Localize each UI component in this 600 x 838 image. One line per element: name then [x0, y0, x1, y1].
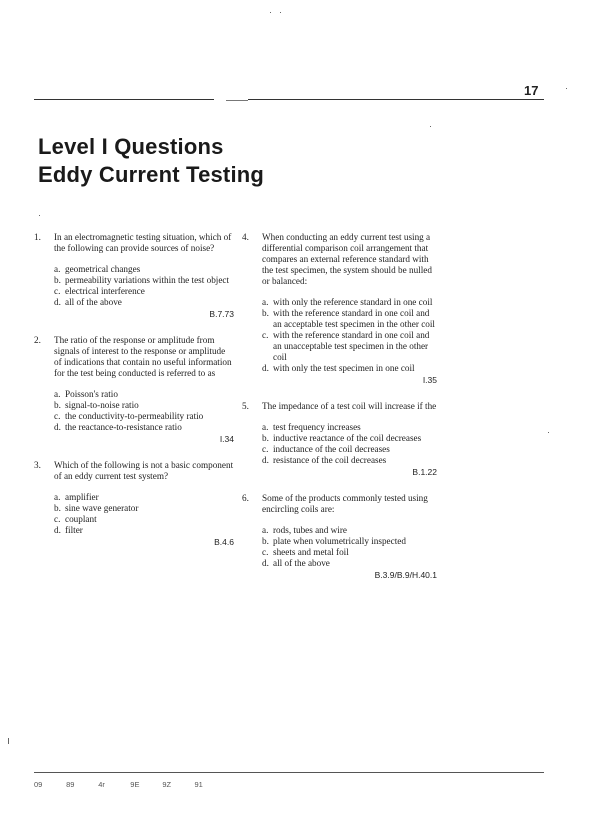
answer-option: [54, 411, 234, 422]
reference-code: B.3.9/B.9/H.40.1: [374, 570, 437, 580]
option-letter: d.: [54, 525, 61, 535]
option-text: signal-to-noise ratio: [65, 400, 139, 410]
option-text: sheets and metal foil: [273, 547, 349, 557]
scan-speck: [548, 432, 549, 433]
scan-speck: [39, 215, 40, 216]
footer-mark: 91: [194, 780, 203, 789]
option-letter: b.: [54, 400, 61, 410]
answer-option: [262, 308, 437, 330]
answer-option: [262, 455, 437, 466]
option-text: rods, tubes and wire: [273, 525, 347, 535]
option-text: inductance of the coil decreases: [273, 444, 390, 454]
question-number: 6.: [242, 493, 249, 503]
question-number: 5.: [242, 401, 249, 411]
option-text: resistance of the coil decreases: [273, 455, 387, 465]
question-2: [34, 335, 234, 445]
answer-options: [54, 264, 234, 308]
option-letter: a.: [54, 389, 61, 399]
answer-option: [54, 514, 234, 525]
option-letter: b.: [54, 503, 61, 513]
question-text: Some of the products commonly tested using encircling coils are:: [262, 493, 428, 514]
footer-rule: [34, 772, 544, 773]
option-letter: a.: [262, 525, 269, 535]
option-letter: c.: [54, 411, 61, 421]
option-text: the conductivity-to-permeability ratio: [65, 411, 204, 421]
header-rule-mid: [226, 100, 248, 101]
option-letter: d.: [262, 558, 269, 568]
option-text: permeability variations within the test object: [65, 275, 230, 285]
option-letter: a.: [262, 422, 269, 432]
reference-code: B.4.6: [214, 537, 234, 547]
answer-option: [262, 330, 437, 363]
option-text: amplifier: [65, 492, 99, 502]
questions-left-column: [34, 232, 234, 563]
answer-option: [262, 422, 437, 433]
question-text: The impedance of a test coil will increase if the: [262, 401, 437, 411]
option-text: with only the test specimen in one coil: [273, 363, 415, 373]
option-letter: a.: [262, 297, 269, 307]
answer-option: [262, 525, 437, 536]
answer-options: [262, 525, 437, 569]
option-text: test frequency increases: [273, 422, 361, 432]
answer-option: [54, 525, 234, 536]
option-letter: c.: [54, 514, 61, 524]
question-text: The ratio of the response or amplitude from signals of interest to the response or amplitude of indications that contain no useful information for the test being conducted is referred to as: [54, 335, 232, 378]
scan-speck: [8, 738, 9, 744]
answer-option: [262, 558, 437, 569]
option-text: geometrical changes: [65, 264, 141, 274]
reference-code: I.35: [422, 375, 437, 385]
answer-options: [54, 389, 234, 433]
reference-code: B.1.22: [412, 467, 437, 477]
answer-option: [262, 297, 437, 308]
option-text: sine wave generator: [65, 503, 139, 513]
option-text: couplant: [65, 514, 97, 524]
option-text: all of the above: [273, 558, 330, 568]
option-text: with only the reference standard in one coil: [273, 297, 433, 307]
answer-option: [54, 503, 234, 514]
question-4: [242, 232, 437, 386]
question-5: [242, 401, 437, 478]
title-line-2: Eddy Current Testing: [38, 162, 265, 187]
scan-speck: [566, 88, 567, 89]
option-text: Poisson's ratio: [65, 389, 118, 399]
option-text: electrical interference: [65, 286, 145, 296]
option-letter: b.: [262, 536, 269, 546]
answer-option: [54, 422, 234, 433]
title-line-1: Level I Questions: [38, 134, 224, 159]
option-letter: d.: [54, 422, 61, 432]
option-text: plate when volumetrically inspected: [273, 536, 406, 546]
scan-speck: [280, 12, 281, 13]
answer-option: [262, 547, 437, 558]
answer-option: [54, 264, 234, 275]
answer-option: [54, 400, 234, 411]
option-text: with the reference standard in one coil and an unacceptable test specimen in the other coil: [273, 330, 430, 362]
footer-marks: [34, 780, 224, 789]
answer-option: [54, 297, 234, 308]
option-letter: d.: [262, 455, 269, 465]
reference-code: B.7.73: [209, 309, 234, 319]
answer-option: [54, 492, 234, 503]
answer-options: [54, 492, 234, 536]
option-letter: d.: [54, 297, 61, 307]
question-1: [34, 232, 234, 320]
question-text: Which of the following is not a basic component of an eddy current test system?: [54, 460, 234, 481]
option-letter: b.: [54, 275, 61, 285]
question-text: In an electromagnetic testing situation, which of the following can provide sources of noise?: [54, 232, 232, 253]
question-number: 2.: [34, 335, 41, 345]
answer-option: [54, 275, 234, 286]
question-6: [242, 493, 437, 581]
answer-option: [54, 389, 234, 400]
answer-options: [262, 422, 437, 466]
question-text: When conducting an eddy current test using a differential comparison coil arrangement that compares an external reference standard with the test specimen, the system should be nulled or balanced:: [262, 232, 432, 286]
option-letter: c.: [262, 444, 269, 454]
page-number: 17: [524, 83, 539, 98]
answer-option: [54, 286, 234, 297]
option-letter: b.: [262, 308, 269, 318]
option-text: inductive reactance of the coil decreases: [273, 433, 422, 443]
option-text: filter: [65, 525, 83, 535]
header-rule-right: [248, 99, 544, 100]
option-letter: b.: [262, 433, 269, 443]
question-number: 3.: [34, 460, 41, 470]
footer-mark: 9E: [130, 780, 140, 789]
option-letter: c.: [262, 330, 269, 340]
header-rule-left: [34, 99, 214, 100]
option-letter: a.: [54, 264, 61, 274]
question-number: 1.: [34, 232, 41, 242]
question-number: 4.: [242, 232, 249, 242]
option-letter: c.: [262, 547, 269, 557]
scan-speck: [430, 126, 431, 127]
option-letter: d.: [262, 363, 269, 373]
answer-option: [262, 363, 437, 374]
option-letter: c.: [54, 286, 61, 296]
question-3: [34, 460, 234, 548]
option-letter: a.: [54, 492, 61, 502]
footer-mark: 09: [34, 780, 43, 789]
answer-options: [262, 297, 437, 374]
answer-option: [262, 536, 437, 547]
option-text: the reactance-to-resistance ratio: [65, 422, 182, 432]
footer-mark: 89: [66, 780, 75, 789]
scan-speck: [270, 12, 271, 13]
page-title: [38, 133, 264, 189]
questions-right-column: [242, 232, 437, 596]
option-text: with the reference standard in one coil and an acceptable test specimen in the other coil: [273, 308, 435, 329]
footer-mark: 9Z: [162, 780, 172, 789]
answer-option: [262, 444, 437, 455]
reference-code: I.34: [219, 434, 234, 444]
footer-mark: 4r: [98, 780, 105, 789]
answer-option: [262, 433, 437, 444]
option-text: all of the above: [65, 297, 122, 307]
